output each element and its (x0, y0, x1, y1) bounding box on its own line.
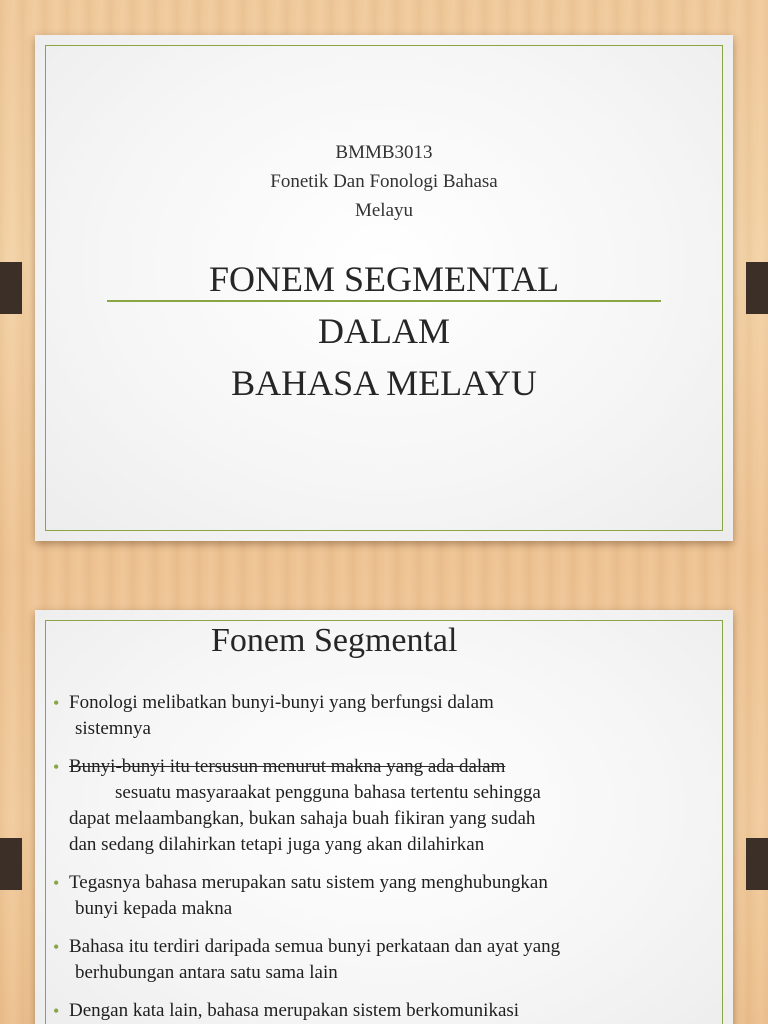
binder-tab-right (746, 262, 768, 314)
bullet-line: sistemnya (75, 718, 151, 739)
title-line2: DALAM (318, 311, 450, 351)
bullet-icon: • (53, 693, 60, 713)
list-item (53, 870, 693, 922)
slide-heading: Fonem Segmental (211, 622, 458, 659)
bullet-list (53, 690, 693, 1024)
bullet-line: bunyi kepada makna (75, 898, 233, 919)
bullet-line: Bunyi-bunyi itu tersusun menurut makna yang ada dalam (69, 756, 506, 777)
bullet-icon: • (53, 937, 60, 957)
course-info (35, 138, 733, 225)
binder-tab-left (0, 262, 22, 314)
bullet-line: dan sedang dilahirkan tetapi juga yang akan dilahirkan (69, 834, 485, 855)
list-item (53, 934, 693, 986)
bullet-icon: • (53, 757, 60, 777)
title-line3: BAHASA MELAYU (231, 363, 537, 403)
list-item (53, 754, 693, 858)
title-line1: FONEM SEGMENTAL (208, 259, 560, 299)
bullet-line: Dengan kata lain, bahasa merupakan sistem berkomunikasi (69, 1000, 520, 1021)
course-name-line1: Fonetik Dan Fonologi Bahasa (270, 171, 498, 192)
bullet-icon: • (53, 873, 60, 893)
course-code: BMMB3013 (335, 142, 433, 163)
bullet-icon: • (53, 1001, 60, 1021)
bullet-line: dapat melaambangkan, bukan sahaja buah fikiran yang sudah (69, 808, 536, 829)
bullet-line: Bahasa itu terdiri daripada semua bunyi perkataan dan ayat yang (69, 936, 561, 957)
slide-content[interactable] (35, 610, 733, 1024)
slide-main-title (35, 253, 733, 409)
binder-tab-left (0, 838, 22, 890)
bullet-line: Tegasnya bahasa merupakan satu sistem yang menghubungkan (69, 872, 548, 893)
title-divider (107, 300, 661, 302)
bullet-line: Fonologi melibatkan bunyi-bunyi yang berfungsi dalam (69, 692, 494, 713)
binder-tab-right (746, 838, 768, 890)
course-name-line2: Melayu (354, 200, 414, 221)
bullet-line: sesuatu masyaraakat pengguna bahasa tertentu sehingga (115, 782, 541, 803)
slide-title[interactable] (35, 35, 733, 541)
list-item (53, 998, 693, 1024)
list-item (53, 690, 693, 742)
bullet-line: berhubungan antara satu sama lain (75, 962, 338, 983)
